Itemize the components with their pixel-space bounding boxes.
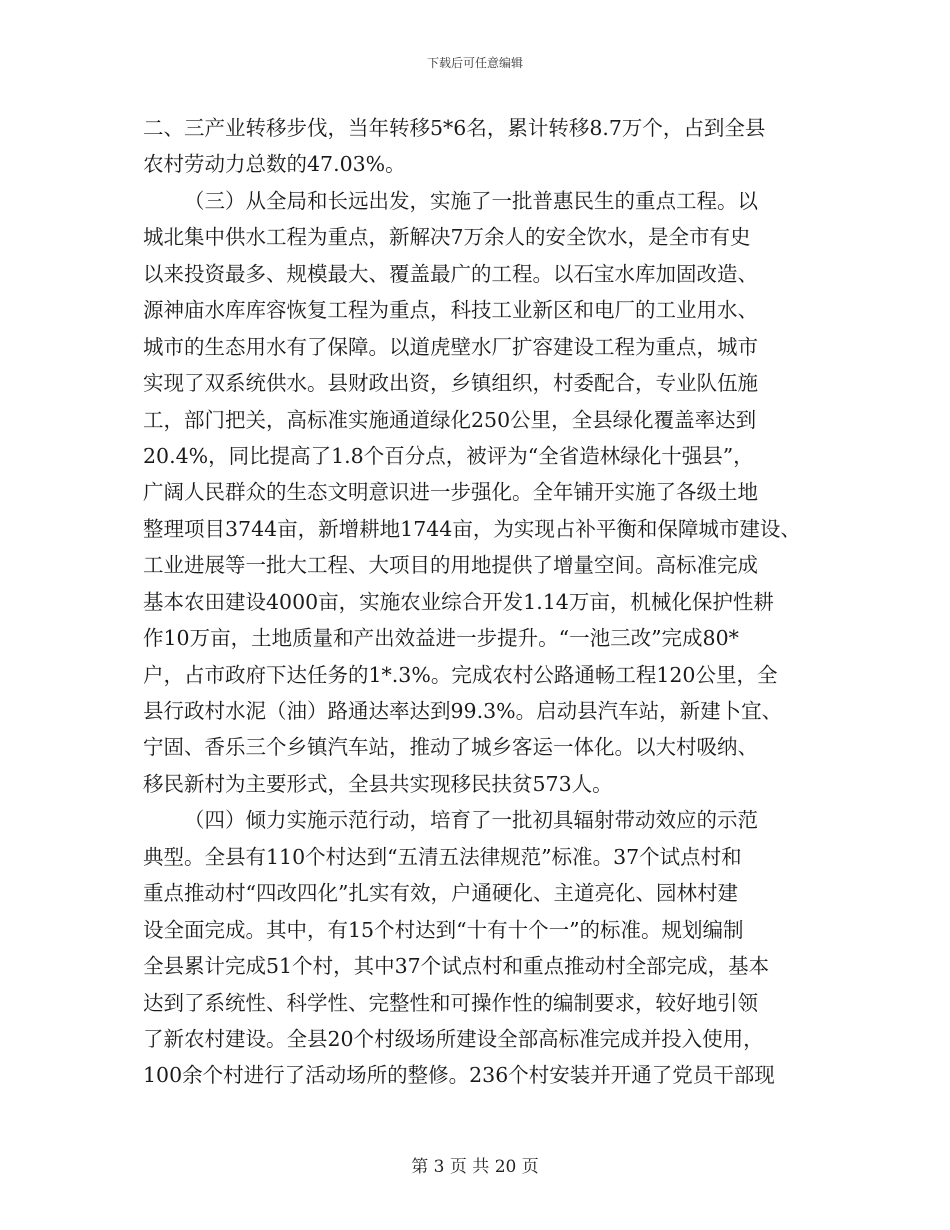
text-line: 20.4%，同比提高了1.8个百分点，被评为“全省造林绿化十强县”， bbox=[143, 443, 754, 468]
text-line: 移民新村为主要形式，全县共实现移民扶贫573人。 bbox=[143, 771, 613, 796]
text-line: 设全面完成。其中，有15个村达到“十有十个一”的标准。规划编制 bbox=[143, 917, 744, 942]
text-line: 宁固、香乐三个乡镇汽车站，推动了城乡客运一体化。以大村吸纳、 bbox=[143, 735, 758, 760]
text-line: 基本农田建设4000亩，实施农业综合开发1.14万亩，机械化保护性耕 bbox=[143, 589, 774, 614]
paragraph-start-line: （四）倾力实施示范行动，培育了一批初具辐射带动效应的示范 bbox=[184, 808, 758, 833]
document-body bbox=[143, 110, 833, 1094]
paragraph-start-line: （三）从全局和长远出发，实施了一批普惠民生的重点工程。以 bbox=[184, 188, 758, 213]
text-line: 农村劳动力总数的47.03%。 bbox=[143, 152, 406, 177]
text-line: 达到了系统性、科学性、完整性和可操作性的编制要求，较好地引领 bbox=[143, 990, 758, 1015]
text-line: 源神庙水库库容恢复工程为重点，科技工业新区和电厂的工业用水、 bbox=[143, 298, 758, 323]
text-line: 户，占市政府下达任务的1*.3%。完成农村公路通畅工程120公里，全 bbox=[143, 662, 778, 687]
text-line: 全县累计完成51个村，其中37个试点村和重点推动村全部完成，基本 bbox=[143, 954, 770, 979]
page-number-footer: 第 3 页 共 20 页 bbox=[411, 1157, 539, 1177]
text-line: 重点推动村“四改四化”扎实有效，户通硬化、主道亮化、园林村建 bbox=[143, 881, 738, 906]
text-line: 典型。全县有110个村达到“五清五法律规范”标准。37个试点村和 bbox=[143, 844, 742, 869]
text-line: 工业进展等一批大工程、大项目的用地提供了增量空间。高标准完成 bbox=[143, 553, 758, 578]
page-header-note: 下载后可任意编辑 bbox=[426, 56, 523, 70]
text-line: 县行政村水泥（油）路通达率达到99.3%。启动县汽车站，新建卜宜、 bbox=[143, 699, 783, 723]
text-line: 整理项目3744亩，新增耕地1744亩，为实现占补平衡和保障城市建设、 bbox=[143, 516, 801, 541]
text-line: 城北集中供水工程为重点，新解决7万余人的安全饮水，是全市有史 bbox=[143, 225, 751, 250]
text-line: 广阔人民群众的生态文明意识进一步强化。全年铺开实施了各级土地 bbox=[143, 480, 758, 505]
text-line: 实现了双系统供水。县财政出资，乡镇组织，村委配合，专业队伍施 bbox=[143, 371, 758, 396]
text-line: 了新农村建设。全县20个村级场所建设全部高标准完成并投入使用， bbox=[143, 1026, 764, 1051]
text-line: 工，部门把关，高标准实施通道绿化250公里，全县绿化覆盖率达到 bbox=[143, 407, 757, 432]
text-line: 100余个村进行了活动场所的整修。236个村安装并开通了党员干部现 bbox=[143, 1063, 775, 1088]
text-line: 作10万亩，土地质量和产出效益进一步提升。“一池三改”完成80* bbox=[143, 626, 739, 651]
text-line: 二、三产业转移步伐，当年转移5*6名，累计转移8.7万个，占到全县 bbox=[143, 116, 766, 140]
text-line: 以来投资最多、规模最大、覆盖最广的工程。以石宝水库加固改造、 bbox=[143, 261, 758, 286]
text-line: 城市的生态用水有了保障。以道虎壁水厂扩容建设工程为重点，城市 bbox=[143, 334, 758, 359]
